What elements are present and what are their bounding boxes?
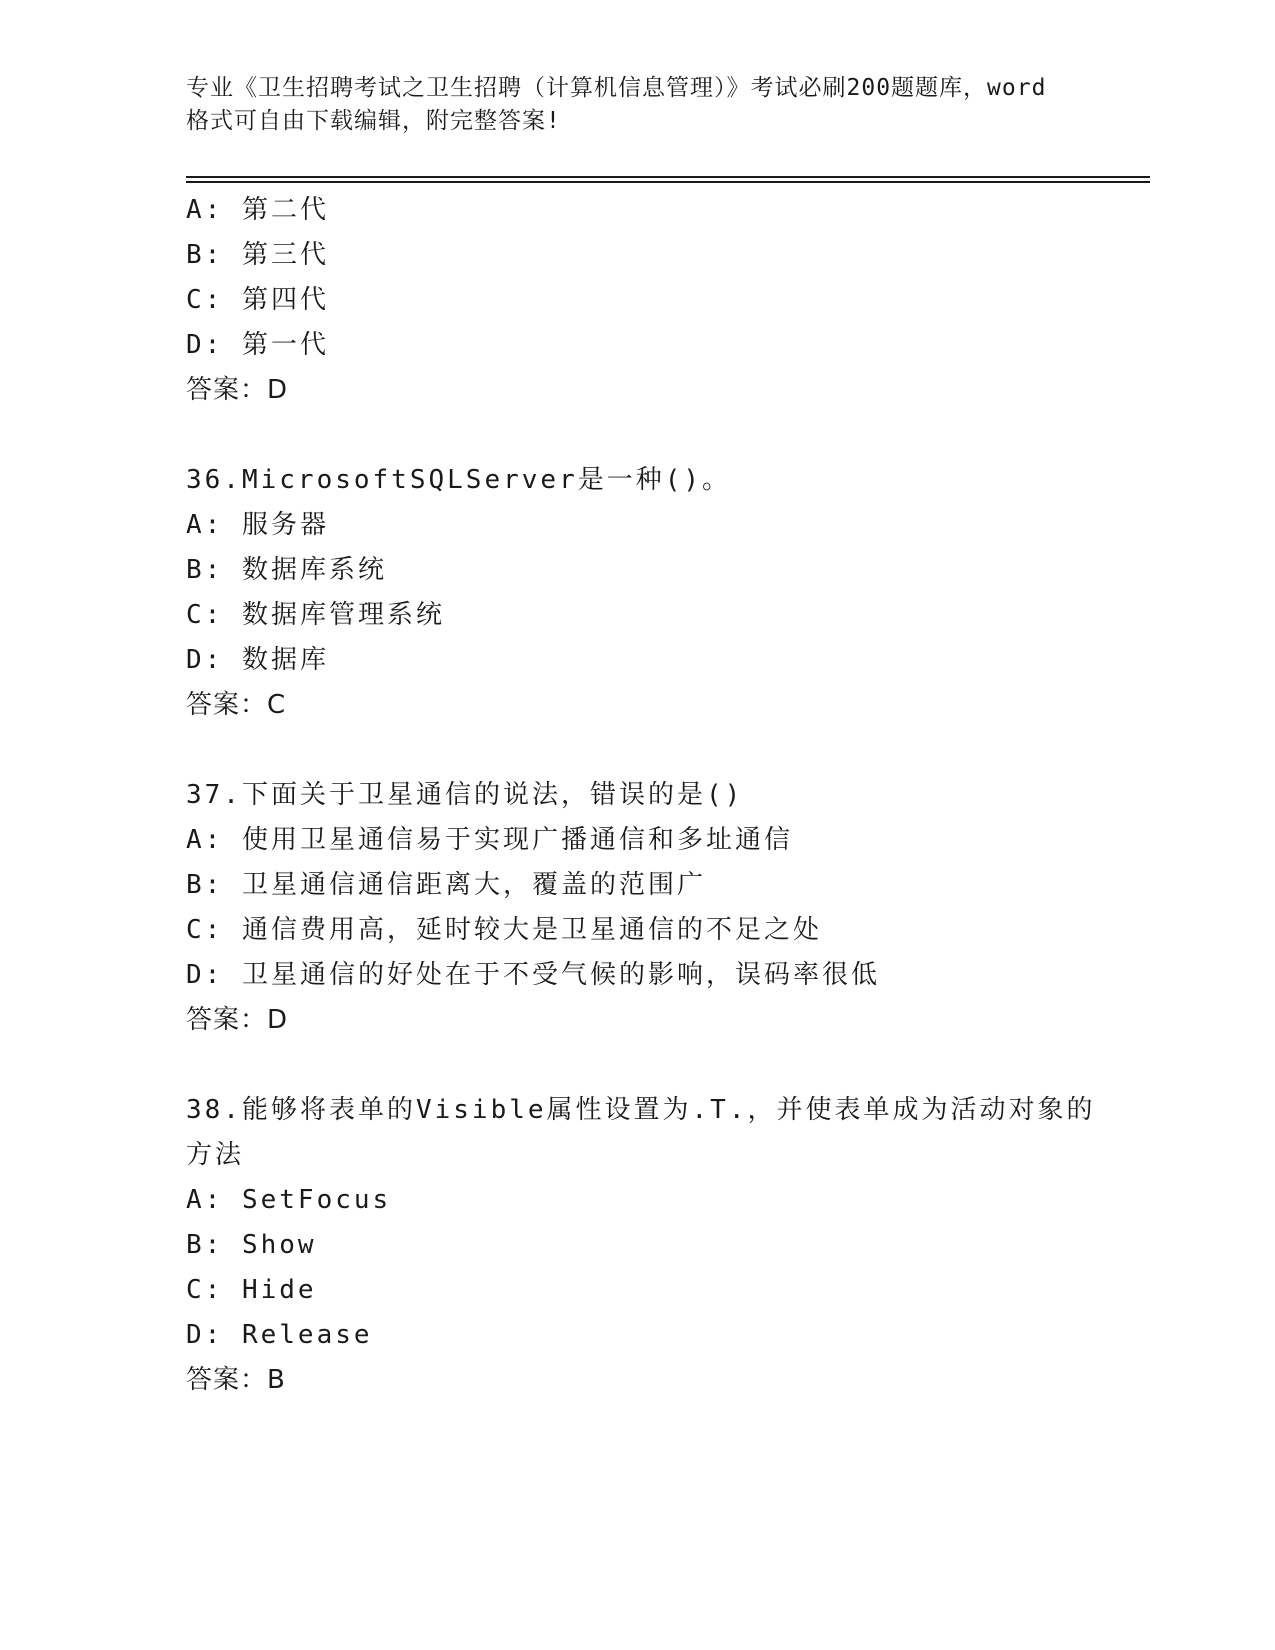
document-header [186, 72, 1086, 138]
q37-option-a: A: 使用卫星通信易于实现广播通信和多址通信 [186, 825, 793, 855]
q38-question-line-2: 方法 [186, 1140, 245, 1170]
header-divider-top [186, 176, 1150, 178]
q36-option-d: D: 数据库 [186, 645, 329, 675]
q36-option-a: A: 服务器 [186, 510, 329, 540]
q36-option-c: C: 数据库管理系统 [186, 600, 445, 630]
q37-option-c: C: 通信费用高，延时较大是卫星通信的不足之处 [186, 915, 822, 945]
q35-answer: 答案：D [186, 375, 289, 405]
q36-question: 36.MicrosoftSQLServer是一种()。 [186, 465, 732, 495]
q35-option-c: C: 第四代 [186, 285, 329, 315]
q38-option-a: A: SetFocus [186, 1185, 392, 1215]
q35-option-b: B: 第三代 [186, 240, 329, 270]
q37-option-d: D: 卫星通信的好处在于不受气候的影响，误码率很低 [186, 960, 880, 990]
q38-question-line-1: 38.能够将表单的Visible属性设置为.T.，并使表单成为活动对象的 [186, 1095, 1096, 1125]
q35-option-a: A: 第二代 [186, 195, 329, 225]
q37-option-b: B: 卫星通信通信距离大，覆盖的范围广 [186, 870, 706, 900]
header-divider-bottom [186, 181, 1150, 183]
q35-option-d: D: 第一代 [186, 330, 329, 360]
q38-answer: 答案：B [186, 1365, 286, 1395]
header-line-2: 格式可自由下载编辑，附完整答案! [186, 108, 561, 134]
q38-option-c: C: Hide [186, 1275, 317, 1305]
q37-question: 37.下面关于卫星通信的说法，错误的是() [186, 780, 744, 810]
q38-option-b: B: Show [186, 1230, 317, 1260]
header-line-1: 专业《卫生招聘考试之卫生招聘（计算机信息管理）》考试必刷200题题库，word [186, 75, 1047, 101]
q36-answer: 答案：C [186, 690, 287, 720]
q38-option-d: D: Release [186, 1320, 373, 1350]
q36-option-b: B: 数据库系统 [186, 555, 387, 585]
q37-answer: 答案：D [186, 1005, 289, 1035]
